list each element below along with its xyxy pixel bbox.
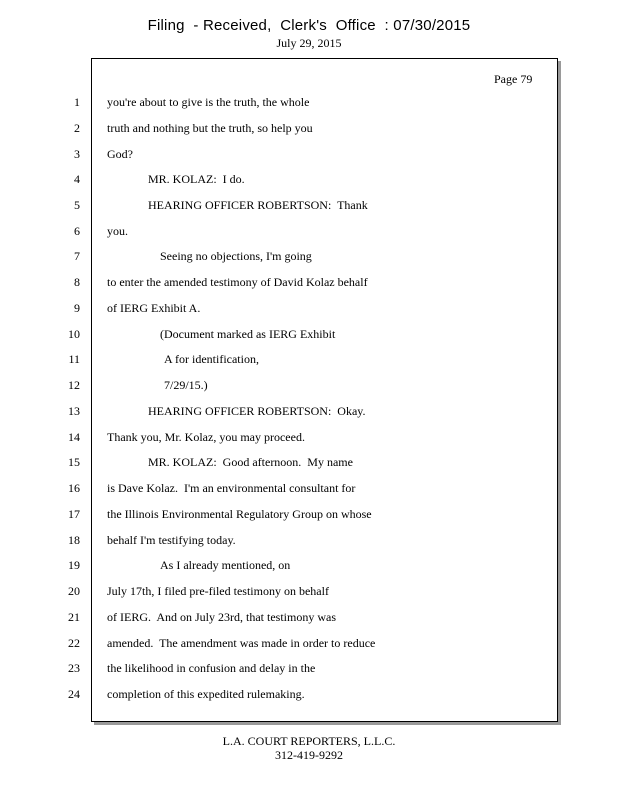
line-number: 6 [74,224,80,238]
line-number: 2 [74,121,80,135]
line-number: 9 [74,301,80,315]
line-text: God? [107,147,133,161]
line-number: 21 [68,610,80,624]
line-text: of IERG. And on July 23rd, that testimony was [107,610,336,624]
line-text: of IERG Exhibit A. [107,301,201,315]
line-text: As I already mentioned, on [160,558,291,572]
line-text: A for identification, [164,352,259,366]
page-number: Page 79 [494,72,533,86]
line-text: Thank you, Mr. Kolaz, you may proceed. [107,430,305,444]
line-number: 11 [68,352,80,366]
line-number: 14 [68,430,80,444]
line-text: amended. The amendment was made in order to reduce [107,636,376,650]
line-text: completion of this expedited rulemaking. [107,687,305,701]
line-text: to enter the amended testimony of David Kolaz behalf [107,275,368,289]
line-text: Seeing no objections, I'm going [160,249,312,263]
line-number: 4 [74,172,80,186]
line-text: the likelihood in confusion and delay in the [107,661,316,675]
line-text: you're about to give is the truth, the whole [107,95,310,109]
filing-stamp: Filing - Received, Clerk's Office : 07/30/2015 [147,17,471,34]
line-text: MR. KOLAZ: I do. [148,172,245,186]
line-number: 16 [68,481,80,495]
line-number: 7 [74,249,80,263]
line-number: 18 [68,533,80,547]
line-number: 12 [68,378,80,392]
line-text: 7/29/15.) [164,378,208,392]
line-number: 17 [68,507,80,521]
line-text: July 17th, I filed pre-filed testimony on behalf [107,584,329,598]
line-number: 20 [68,584,80,598]
footer-phone: 312-419-9292 [275,748,343,762]
line-number: 8 [74,275,80,289]
line-text: (Document marked as IERG Exhibit [160,327,336,341]
line-text: truth and nothing but the truth, so help you [107,121,313,135]
line-number: 1 [74,95,80,109]
line-text: you. [107,224,128,238]
line-text: HEARING OFFICER ROBERTSON: Thank [148,198,368,212]
line-text: is Dave Kolaz. I'm an environmental consultant for [107,481,356,495]
line-text: behalf I'm testifying today. [107,533,236,547]
line-number: 15 [68,455,80,469]
line-number: 5 [74,198,80,212]
line-number: 3 [74,147,80,161]
line-number: 19 [68,558,80,572]
line-number: 22 [68,636,80,650]
line-number: 23 [68,661,80,675]
line-number: 24 [68,687,80,701]
line-number: 10 [68,327,80,341]
line-text: MR. KOLAZ: Good afternoon. My name [148,455,353,469]
line-number: 13 [68,404,80,418]
header-date: July 29, 2015 [276,36,342,50]
footer-company: L.A. COURT REPORTERS, L.L.C. [222,734,396,748]
line-text: the Illinois Environmental Regulatory Group on whose [107,507,372,521]
line-text: HEARING OFFICER ROBERTSON: Okay. [148,404,366,418]
